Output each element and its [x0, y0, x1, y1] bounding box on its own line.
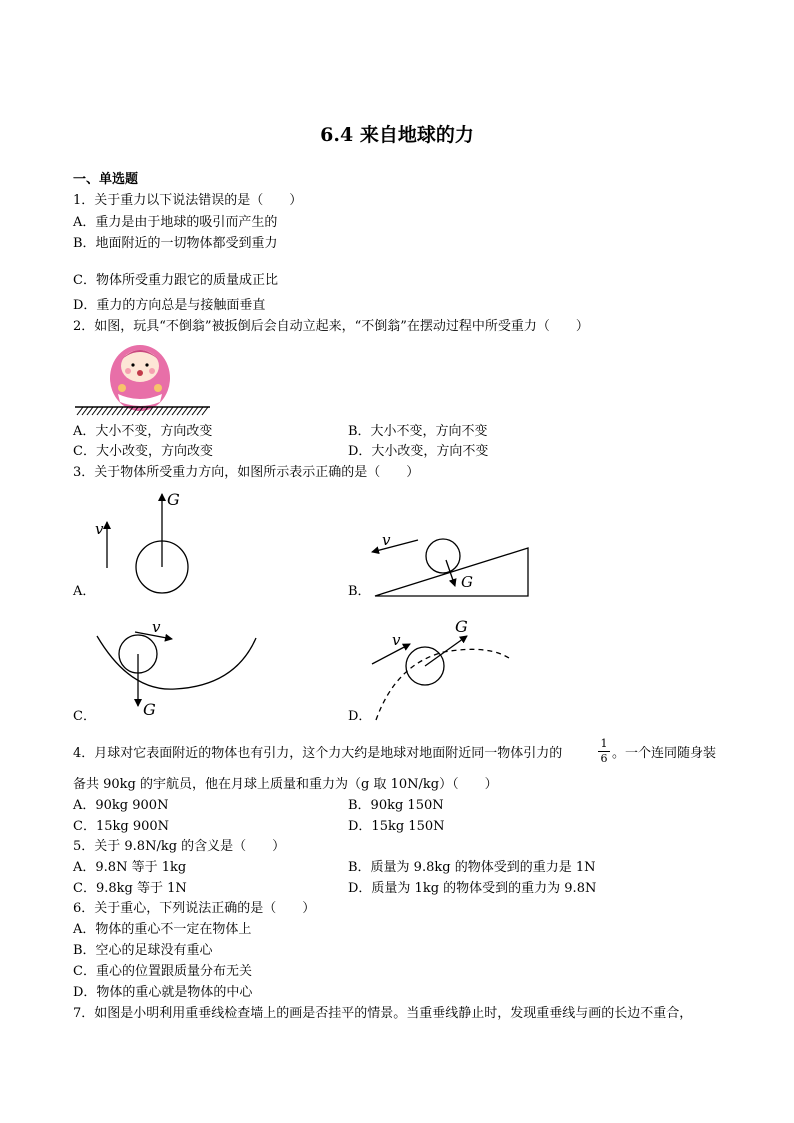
q5-stem: 5．关于 9.8N/kg 的含义是（ ）	[73, 839, 286, 854]
diagram-a-g-label: G	[167, 490, 180, 509]
q4-option-c: C．15kg 900N	[73, 819, 170, 834]
tumbler-doll	[110, 345, 170, 411]
q5-option-d: D．质量为 1kg 的物体受到的重力为 9.8N	[348, 881, 597, 896]
q3-force-diagrams	[0, 480, 794, 730]
q6-option-d: D．物体的重心就是物体的中心	[73, 985, 253, 1000]
diagram-b-g-label: G	[461, 573, 473, 591]
q1-stem: 1．关于重力以下说法错误的是（ ）	[73, 193, 303, 208]
q2-option-c: C．大小改变，方向改变	[73, 444, 213, 459]
q5-option-c: C．9.8kg 等于 1N	[73, 881, 187, 896]
q2-option-a: A．大小不变，方向改变	[73, 424, 213, 439]
q4-fraction-denominator: 6	[600, 752, 608, 765]
diagram-d-dashed-path	[376, 649, 512, 720]
q4-fraction-numerator: 1	[600, 737, 608, 750]
diagram-d-gravity-arrow	[425, 636, 467, 666]
diagram-b	[372, 531, 528, 596]
q3-stem: 3．关于物体所受重力方向，如图所示表示正确的是（ ）	[73, 465, 420, 480]
ground-hatch	[77, 407, 208, 415]
q6-option-c: C．重心的位置跟质量分布无关	[73, 964, 252, 979]
diagram-b-velocity-arrow	[372, 540, 418, 552]
q6-stem: 6．关于重心，下列说法正确的是（ ）	[73, 901, 316, 916]
q5-option-a: A．9.8N 等于 1kg	[73, 860, 187, 875]
q6-option-a: A．物体的重心不一定在物体上	[73, 922, 252, 937]
q4-option-d: D．15kg 150N	[348, 819, 445, 834]
diagram-a-v-label: v	[95, 520, 104, 538]
q1-option-c: C．物体所受重力跟它的质量成正比	[73, 273, 278, 288]
diagram-d-velocity-arrow	[372, 644, 410, 664]
q4-option-a: A．90kg 900N	[73, 798, 169, 813]
diagram-b-v-label: v	[382, 531, 391, 549]
diagram-c	[97, 618, 256, 719]
q6-option-b: B．空心的足球没有重心	[73, 943, 213, 958]
section-heading: 一、单选题	[73, 172, 139, 187]
q2-option-b: B．大小不变，方向不变	[348, 424, 488, 439]
q3-option-d-label: D．	[348, 709, 372, 724]
q5-option-b: B．质量为 9.8kg 的物体受到的重力是 1N	[348, 860, 596, 875]
tumbler-toy-figure	[70, 338, 215, 418]
q7-stem: 7．如图是小明利用重垂线检查墙上的画是否挂平的情景。当重垂线静止时，发现重垂线与画的长边不重合，	[73, 1006, 693, 1021]
q2-stem: 2．如图，玩具“不倒翁”被扳倒后会自动立起来，“不倒翁”在摆动过程中所受重力（ ）	[73, 319, 589, 334]
diagram-b-incline	[375, 548, 528, 596]
q3-option-c-label: C．	[73, 709, 96, 724]
diagram-d-v-label: v	[392, 631, 401, 649]
diagram-a	[95, 490, 188, 593]
q3-option-b-label: B．	[348, 584, 371, 599]
q1-option-b: B．地面附近的一切物体都受到重力	[73, 236, 278, 251]
diagram-c-g-label: G	[143, 700, 156, 719]
diagram-d	[372, 617, 512, 720]
q2-option-d: D．大小改变，方向不变	[348, 444, 489, 459]
diagram-d-g-label: G	[455, 617, 468, 636]
q4-fraction	[598, 738, 610, 765]
q4-stem-line1: 4．月球对它表面附近的物体也有引力，这个力大约是地球对地面附近同一物体引力的	[73, 746, 563, 761]
q4-option-b: B．90kg 150N	[348, 798, 444, 813]
page-title: 6.4 来自地球的力	[320, 124, 474, 146]
q4-stem-line2: 备共 90kg 的宇航员，他在月球上质量和重力为（g 取 10N/kg）（ ）	[73, 777, 498, 792]
diagram-b-ball	[426, 539, 460, 573]
q1-option-d: D．重力的方向总是与接触面垂直	[73, 298, 266, 313]
q4-stem-line1-end: 。一个连同随身装	[612, 746, 717, 761]
q3-option-a-label: A．	[73, 584, 96, 599]
diagram-c-v-label: v	[152, 618, 161, 636]
q1-option-a: A．重力是由于地球的吸引而产生的	[73, 215, 278, 230]
